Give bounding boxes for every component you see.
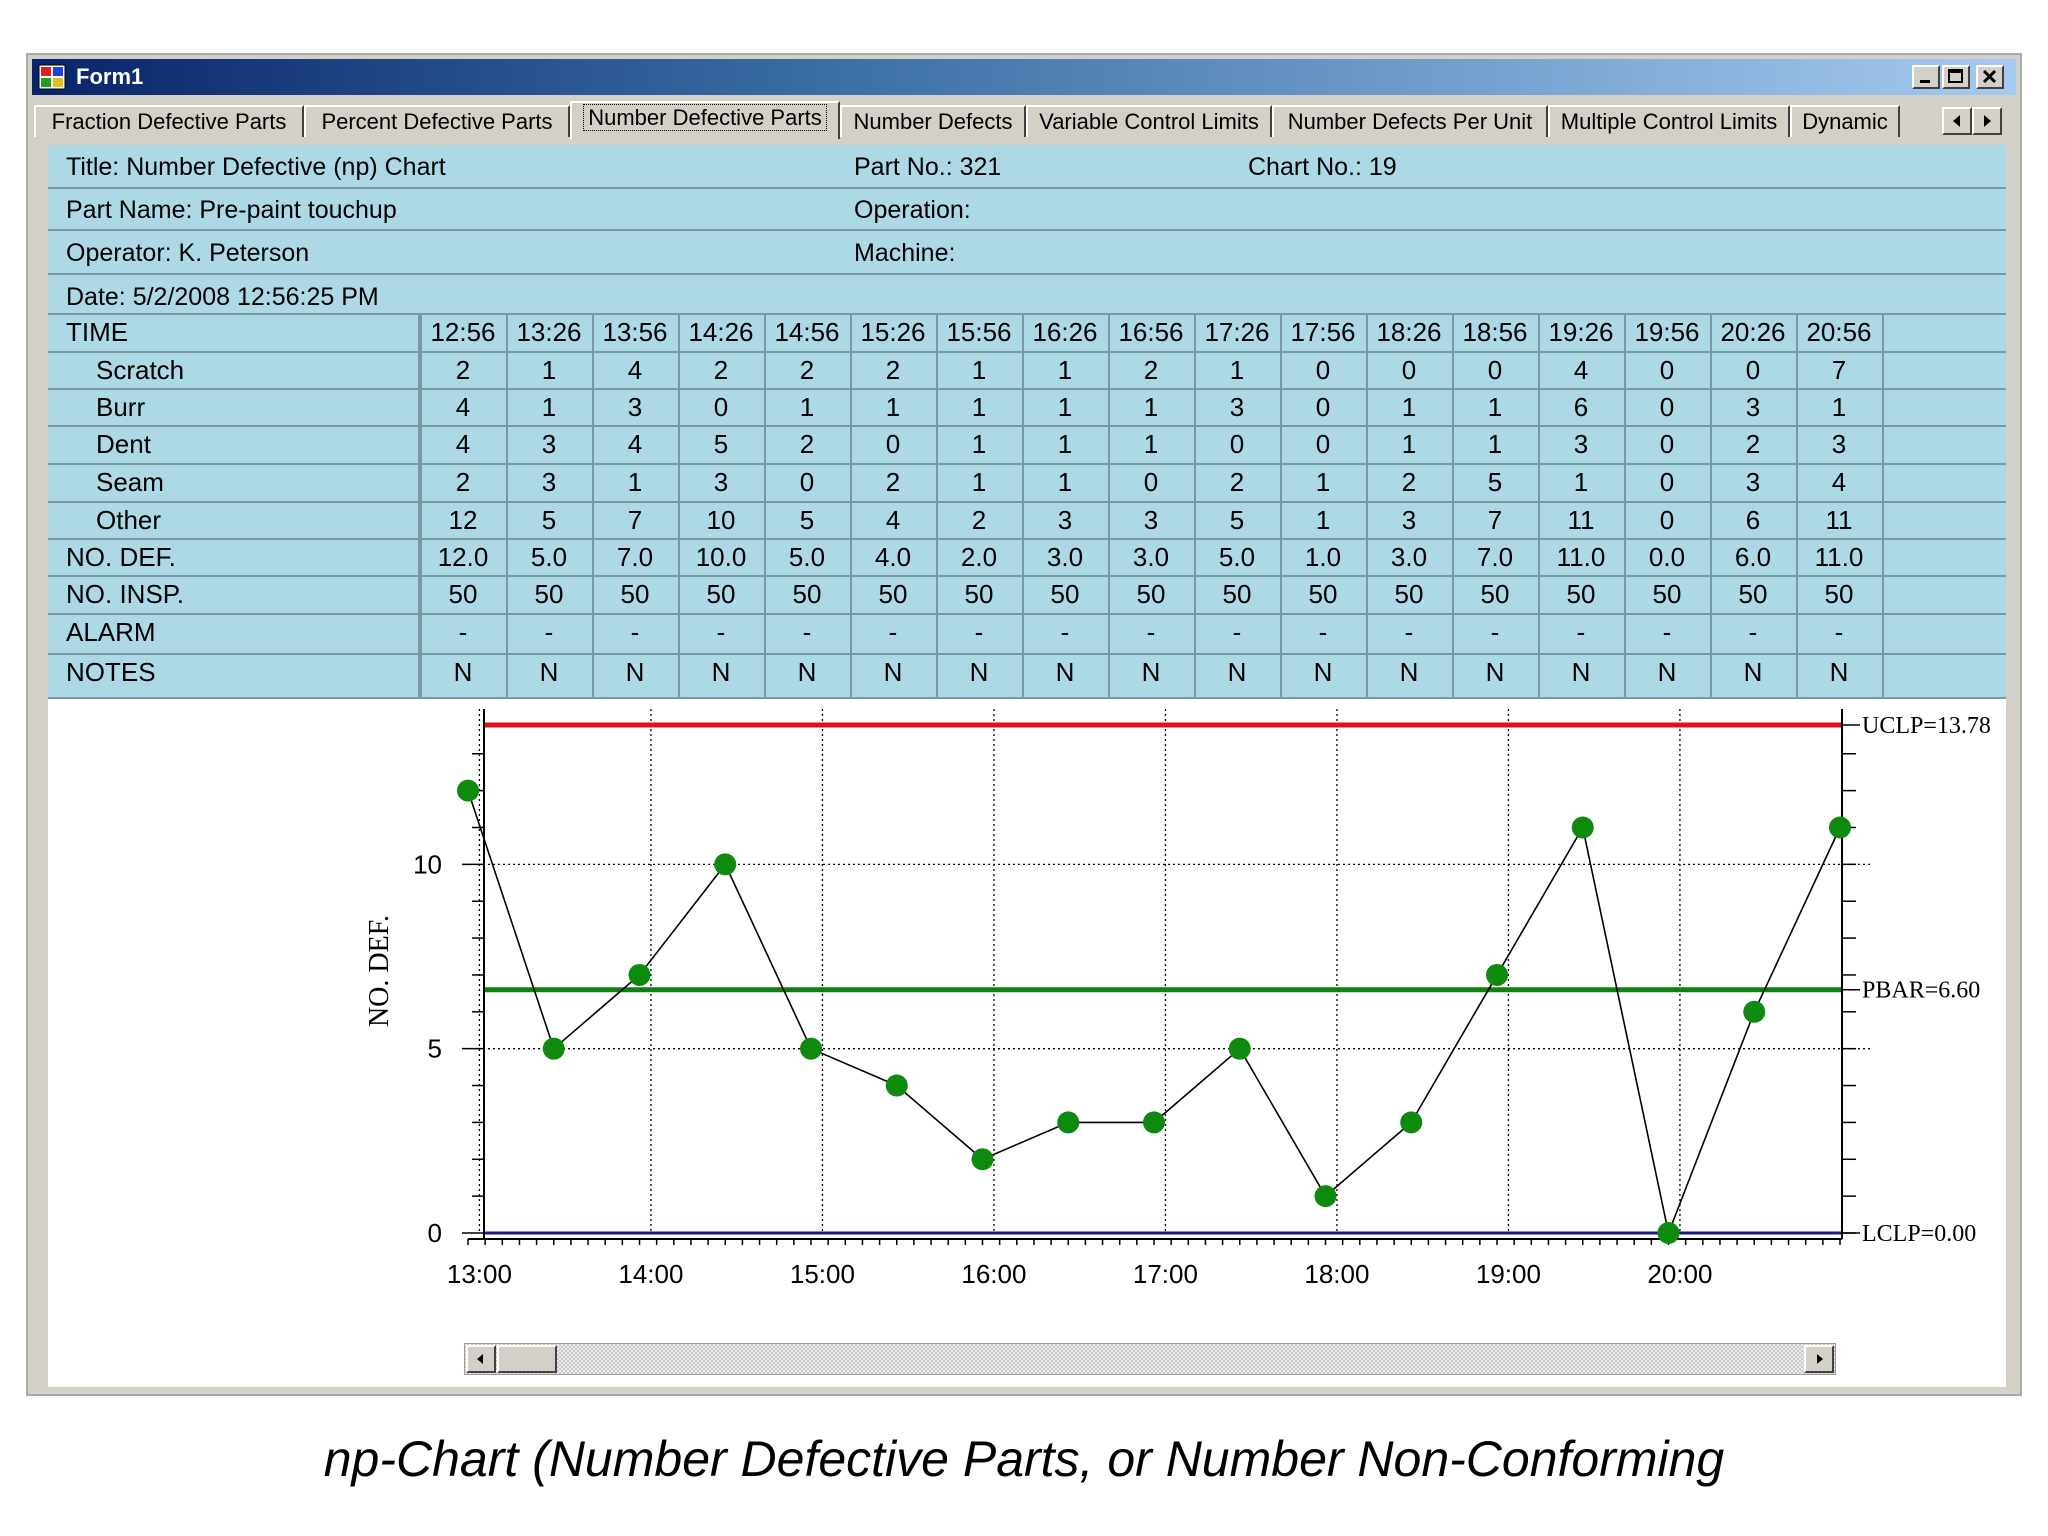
table-cell: - xyxy=(1232,617,1242,647)
table-cell: 3.0 xyxy=(1132,542,1170,572)
table-cell: N xyxy=(1829,657,1849,687)
data-point xyxy=(800,1038,822,1060)
table-cell: 5.0 xyxy=(1218,542,1256,572)
table-cell: 0 xyxy=(1659,429,1675,459)
part-no-field: Part No.: 321 xyxy=(854,153,1002,181)
table-cell: 50 xyxy=(1480,579,1510,609)
table-row-label: Scratch xyxy=(96,355,185,385)
arrow-left-icon xyxy=(1944,109,1970,133)
table-cell: 12.0 xyxy=(437,542,489,572)
date-field: Date: 5/2/2008 12:56:25 PM xyxy=(66,283,379,311)
table-row-divider xyxy=(48,501,2006,503)
table-cell: 7.0 xyxy=(616,542,654,572)
table-cell: 5 xyxy=(713,429,729,459)
table-cell: 3 xyxy=(1573,429,1589,459)
table-cell: N xyxy=(453,657,473,687)
table-cell: 3 xyxy=(1745,467,1761,497)
x-tick-label: 16:00 xyxy=(961,1259,1027,1289)
table-cell: 4 xyxy=(455,392,471,422)
table-cell: 50 xyxy=(1566,579,1596,609)
table-cell: N xyxy=(1227,657,1247,687)
scroll-thumb[interactable] xyxy=(497,1345,557,1373)
data-point xyxy=(1486,964,1508,986)
x-tick-label: 15:00 xyxy=(789,1259,855,1289)
data-point xyxy=(714,853,736,875)
table-cell: - xyxy=(544,617,554,647)
table-cell: - xyxy=(630,617,640,647)
table-cell: 10.0 xyxy=(695,542,747,572)
data-point xyxy=(1143,1111,1165,1133)
table-cell: 7 xyxy=(627,505,643,535)
x-tick-label: 19:00 xyxy=(1475,1259,1541,1289)
tab-label: Number Defective Parts xyxy=(583,104,827,131)
table-cell: 10 xyxy=(706,505,736,535)
table-cell: 50 xyxy=(1308,579,1338,609)
table-cell: 3 xyxy=(1745,392,1761,422)
table-cell: 1 xyxy=(1401,392,1417,422)
table-row-label: NO. INSP. xyxy=(66,579,185,609)
part-name-field: Part Name: Pre-paint touchup xyxy=(66,196,397,224)
table-cell: N xyxy=(1399,657,1419,687)
table-cell: 1 xyxy=(1315,505,1331,535)
scroll-right-button[interactable] xyxy=(1804,1345,1834,1373)
table-cell: 50 xyxy=(792,579,822,609)
chart-header xyxy=(48,145,2006,699)
table-cell: 50 xyxy=(706,579,736,609)
table-cell: 3 xyxy=(1057,505,1073,535)
table-cell: 1 xyxy=(1229,355,1245,385)
table-cell: 3 xyxy=(1143,505,1159,535)
table-cell: 5.0 xyxy=(530,542,568,572)
limit-label-uclp: UCLP=13.78 xyxy=(1862,713,1991,739)
table-cell: 50 xyxy=(1394,579,1424,609)
table-cell: 1 xyxy=(1487,429,1503,459)
table-cell: 20:56 xyxy=(1806,317,1872,347)
tab-number-defects-per-unit[interactable] xyxy=(1272,105,1548,137)
table-cell: N xyxy=(1571,657,1591,687)
table-cell: - xyxy=(1662,617,1672,647)
table-row-divider xyxy=(48,351,2006,353)
operator-field: Operator: K. Peterson xyxy=(66,239,310,267)
data-point xyxy=(1057,1111,1079,1133)
table-cell: 18:56 xyxy=(1462,317,1528,347)
table-cell: - xyxy=(716,617,726,647)
table-cell: 5.0 xyxy=(788,542,826,572)
table-cell: 2 xyxy=(1229,467,1245,497)
limit-label-pbar: PBAR=6.60 xyxy=(1862,977,1981,1004)
data-point xyxy=(1829,816,1851,838)
main-window xyxy=(26,53,2022,1396)
table-cell: 2 xyxy=(1401,467,1417,497)
table-cell: 11.0 xyxy=(1814,542,1864,572)
table-cell: 3 xyxy=(713,467,729,497)
table-cell: - xyxy=(888,617,898,647)
data-point xyxy=(543,1038,565,1060)
table-cell: 3 xyxy=(627,392,643,422)
table-cell: 0.0 xyxy=(1648,542,1686,572)
data-point xyxy=(1572,816,1594,838)
y-tick-label: 5 xyxy=(427,1033,442,1064)
table-cell: 2.0 xyxy=(960,542,998,572)
chart-horizontal-scrollbar[interactable] xyxy=(464,1343,1836,1375)
tab-label: Dynamic xyxy=(1802,109,1888,134)
data-point xyxy=(1743,1001,1765,1023)
tab-dynamic[interactable] xyxy=(1790,105,1900,137)
table-cell: 0 xyxy=(799,467,815,497)
table-cell: 1 xyxy=(1057,467,1073,497)
table-cell: - xyxy=(1060,617,1070,647)
table-cell: 12 xyxy=(448,505,478,535)
x-tick-label: 13:00 xyxy=(446,1259,512,1289)
table-cell: - xyxy=(1834,617,1844,647)
table-cell: 1 xyxy=(971,355,987,385)
tab-label: Number Defects Per Unit xyxy=(1287,109,1533,134)
table-cell: 50 xyxy=(1738,579,1768,609)
table-cell: 1 xyxy=(1057,355,1073,385)
chart-title-field: Title: Number Defective (np) Chart xyxy=(66,153,446,181)
table-cell: 0 xyxy=(1143,467,1159,497)
table-cell: 50 xyxy=(1136,579,1166,609)
minimize-button[interactable] xyxy=(1912,65,1940,89)
table-cell: 2 xyxy=(799,355,815,385)
table-cell: 2 xyxy=(1745,429,1761,459)
table-cell: - xyxy=(458,617,468,647)
y-axis-title: NO. DEF. xyxy=(364,914,395,1028)
table-cell: 12:56 xyxy=(430,317,496,347)
table-cell: 3 xyxy=(541,467,557,497)
table-cell: 4 xyxy=(455,429,471,459)
table-cell: 2 xyxy=(1143,355,1159,385)
table-cell: 5 xyxy=(799,505,815,535)
table-cell: 50 xyxy=(620,579,650,609)
table-row-divider xyxy=(48,613,2006,615)
maximize-icon xyxy=(1944,67,1968,87)
table-cell: 14:26 xyxy=(688,317,754,347)
table-cell: 13:26 xyxy=(516,317,582,347)
table-row-divider xyxy=(48,653,2006,655)
table-cell: N xyxy=(1313,657,1333,687)
table-cell: 7 xyxy=(1487,505,1503,535)
table-cell: 13:56 xyxy=(602,317,668,347)
table-cell: 0 xyxy=(1401,355,1417,385)
tab-label: Percent Defective Parts xyxy=(321,109,553,134)
data-point xyxy=(1658,1222,1680,1244)
table-cell: - xyxy=(1490,617,1500,647)
table-cell: N xyxy=(1485,657,1505,687)
x-tick-label: 14:00 xyxy=(618,1259,684,1289)
table-cell: 1 xyxy=(1401,429,1417,459)
table-row-label: Burr xyxy=(96,392,146,422)
table-cell: 15:56 xyxy=(946,317,1012,347)
arrow-right-icon xyxy=(1974,109,2000,133)
table-cell: 18:26 xyxy=(1376,317,1442,347)
table-cell: 1 xyxy=(971,467,987,497)
table-cell: 1 xyxy=(1143,429,1159,459)
tab-fraction-defective-parts[interactable] xyxy=(34,105,304,137)
table-cell: 1 xyxy=(799,392,815,422)
table-cell: 3 xyxy=(541,429,557,459)
table-cell: - xyxy=(1576,617,1586,647)
table-row-divider xyxy=(48,388,2006,390)
table-cell: 0 xyxy=(1229,429,1245,459)
operation-field: Operation: xyxy=(854,196,971,224)
tab-label: Fraction Defective Parts xyxy=(51,109,287,134)
table-cell: 0 xyxy=(1487,355,1503,385)
data-point xyxy=(1400,1111,1422,1133)
tab-label: Number Defects xyxy=(853,109,1013,134)
table-cell: 1 xyxy=(1573,467,1589,497)
table-cell: N xyxy=(539,657,559,687)
table-cell: - xyxy=(1318,617,1328,647)
table-cell: 0 xyxy=(1315,392,1331,422)
table-cell: 16:26 xyxy=(1032,317,1098,347)
x-tick-label: 18:00 xyxy=(1304,1259,1370,1289)
data-point xyxy=(457,780,479,802)
table-cell: 2 xyxy=(455,467,471,497)
np-chart xyxy=(48,701,2006,1289)
table-cell: 0 xyxy=(1315,429,1331,459)
table-cell: 1 xyxy=(1057,392,1073,422)
table-cell: 3.0 xyxy=(1046,542,1084,572)
table-row-label: NOTES xyxy=(66,657,156,687)
table-cell: 5 xyxy=(1229,505,1245,535)
table-cell: 0 xyxy=(1659,467,1675,497)
table-cell: - xyxy=(974,617,984,647)
scroll-left-button[interactable] xyxy=(466,1345,496,1373)
table-cell: 4 xyxy=(885,505,901,535)
table-cell: 2 xyxy=(885,355,901,385)
table-cell: 15:26 xyxy=(860,317,926,347)
table-cell: - xyxy=(1748,617,1758,647)
table-cell: 0 xyxy=(1745,355,1761,385)
table-cell: 4 xyxy=(1573,355,1589,385)
table-cell: 1 xyxy=(1057,429,1073,459)
table-cell: 11 xyxy=(1567,505,1595,535)
table-cell: - xyxy=(1146,617,1156,647)
table-cell: 0 xyxy=(1315,355,1331,385)
table-cell: 7 xyxy=(1831,355,1847,385)
table-row-divider xyxy=(48,575,2006,577)
table-cell: N xyxy=(969,657,989,687)
tab-number-defects[interactable] xyxy=(840,105,1026,137)
table-cell: 2 xyxy=(455,355,471,385)
table-cell: 0 xyxy=(1659,392,1675,422)
table-row-label: NO. DEF. xyxy=(66,542,176,572)
header-row xyxy=(48,229,2006,275)
tab-number-defective-parts[interactable] xyxy=(570,101,840,139)
table-cell: N xyxy=(1743,657,1763,687)
table-cell: 1 xyxy=(885,392,901,422)
table-cell: N xyxy=(1141,657,1161,687)
table-cell: 0 xyxy=(1659,355,1675,385)
tab-label: Multiple Control Limits xyxy=(1560,109,1778,134)
table-cell: 7.0 xyxy=(1476,542,1514,572)
x-tick-label: 20:00 xyxy=(1647,1259,1713,1289)
table-cell: 17:26 xyxy=(1204,317,1270,347)
table-cell: N xyxy=(883,657,903,687)
chart-panel xyxy=(48,145,2006,1387)
table-cell: 1 xyxy=(627,467,643,497)
table-cell: 20:26 xyxy=(1720,317,1786,347)
table-cell: 4.0 xyxy=(874,542,912,572)
table-cell: 50 xyxy=(1050,579,1080,609)
minimize-icon xyxy=(1914,67,1938,87)
table-cell: 2 xyxy=(799,429,815,459)
table-cell: 2 xyxy=(971,505,987,535)
y-tick-label: 10 xyxy=(413,849,442,880)
table-row-label: TIME xyxy=(66,317,129,347)
chart-no-field: Chart No.: 19 xyxy=(1248,153,1397,181)
table-cell: 5 xyxy=(1487,467,1503,497)
table-row-divider xyxy=(48,697,2006,699)
table-cell: N xyxy=(1657,657,1677,687)
table-cell: 5 xyxy=(541,505,557,535)
table-col-divider xyxy=(1882,313,1884,697)
table-cell: 2 xyxy=(885,467,901,497)
table-cell: 19:56 xyxy=(1634,317,1700,347)
table-cell: 50 xyxy=(448,579,478,609)
title-bar[interactable] xyxy=(32,59,2016,95)
table-cell: 19:26 xyxy=(1548,317,1614,347)
window-title: Form1 xyxy=(76,64,144,89)
table-row-label: ALARM xyxy=(66,617,156,647)
data-point xyxy=(886,1075,908,1097)
table-cell: 14:56 xyxy=(774,317,840,347)
table-row-divider xyxy=(48,313,2006,315)
limit-label-lclp: LCLP=0.00 xyxy=(1862,1221,1977,1247)
table-cell: - xyxy=(802,617,812,647)
table-cell: 50 xyxy=(1824,579,1854,609)
close-icon xyxy=(1978,67,2002,87)
tab-strip xyxy=(34,103,1974,139)
table-cell: 50 xyxy=(1222,579,1252,609)
table-cell: 3 xyxy=(1401,505,1417,535)
table-row-label: Seam xyxy=(96,467,164,497)
tab-label: Variable Control Limits xyxy=(1039,109,1259,134)
table-cell: 0 xyxy=(1659,505,1675,535)
table-cell: 1 xyxy=(1831,392,1847,422)
table-cell: 17:56 xyxy=(1290,317,1356,347)
table-cell: 1 xyxy=(541,392,557,422)
x-tick-label: 17:00 xyxy=(1132,1259,1198,1289)
arrow-left-icon xyxy=(468,1347,494,1371)
tab-scroll-right-button[interactable] xyxy=(1972,107,2002,135)
table-cell: N xyxy=(797,657,817,687)
table-cell: 50 xyxy=(534,579,564,609)
table-row-divider xyxy=(48,538,2006,540)
table-cell: 50 xyxy=(878,579,908,609)
y-tick-label: 0 xyxy=(427,1218,442,1248)
tab-variable-control-limits[interactable] xyxy=(1026,105,1272,137)
tab-multiple-control-limits[interactable] xyxy=(1548,105,1790,137)
table-cell: 4 xyxy=(1831,467,1847,497)
table-cell: 16:56 xyxy=(1118,317,1184,347)
table-cell: 6.0 xyxy=(1734,542,1772,572)
arrow-right-icon xyxy=(1806,1347,1832,1371)
table-cell: 3.0 xyxy=(1390,542,1428,572)
maximize-button[interactable] xyxy=(1942,65,1970,89)
table-cell: 11 xyxy=(1825,505,1853,535)
tab-scroll-left-button[interactable] xyxy=(1942,107,1972,135)
table-cell: 0 xyxy=(885,429,901,459)
tab-percent-defective-parts[interactable] xyxy=(304,105,570,137)
table-cell: 3 xyxy=(1229,392,1245,422)
table-row-label: Dent xyxy=(96,429,151,459)
table-cell: 50 xyxy=(964,579,994,609)
table-row-divider xyxy=(48,425,2006,427)
table-cell: 1 xyxy=(1143,392,1159,422)
slide-caption: np-Chart (Number Defective Parts, or Number Non-Conforming xyxy=(323,1431,1725,1487)
table-cell: 4 xyxy=(627,355,643,385)
table-cell: 1 xyxy=(971,429,987,459)
table-cell: 1 xyxy=(971,392,987,422)
table-cell: 50 xyxy=(1652,579,1682,609)
table-cell: N xyxy=(1055,657,1075,687)
table-cell: 11.0 xyxy=(1556,542,1606,572)
machine-field: Machine: xyxy=(854,239,956,267)
close-button[interactable] xyxy=(1976,65,2004,89)
table-cell: N xyxy=(711,657,731,687)
table-row-label: Other xyxy=(96,505,162,535)
table-cell: 1 xyxy=(1315,467,1331,497)
table-cell: 1 xyxy=(1487,392,1503,422)
data-point xyxy=(1229,1038,1251,1060)
data-point xyxy=(1315,1185,1337,1207)
table-cell: 1.0 xyxy=(1304,542,1342,572)
table-cell: 6 xyxy=(1745,505,1761,535)
table-cell: 1 xyxy=(541,355,557,385)
table-cell: 2 xyxy=(713,355,729,385)
data-point xyxy=(629,964,651,986)
app-icon xyxy=(38,64,66,90)
table-cell: 6 xyxy=(1573,392,1589,422)
table-cell: - xyxy=(1404,617,1414,647)
table-cell: N xyxy=(625,657,645,687)
table-cell: 0 xyxy=(713,392,729,422)
data-point xyxy=(972,1148,994,1170)
table-cell: 4 xyxy=(627,429,643,459)
table-cell: 3 xyxy=(1831,429,1847,459)
table-row-divider xyxy=(48,463,2006,465)
